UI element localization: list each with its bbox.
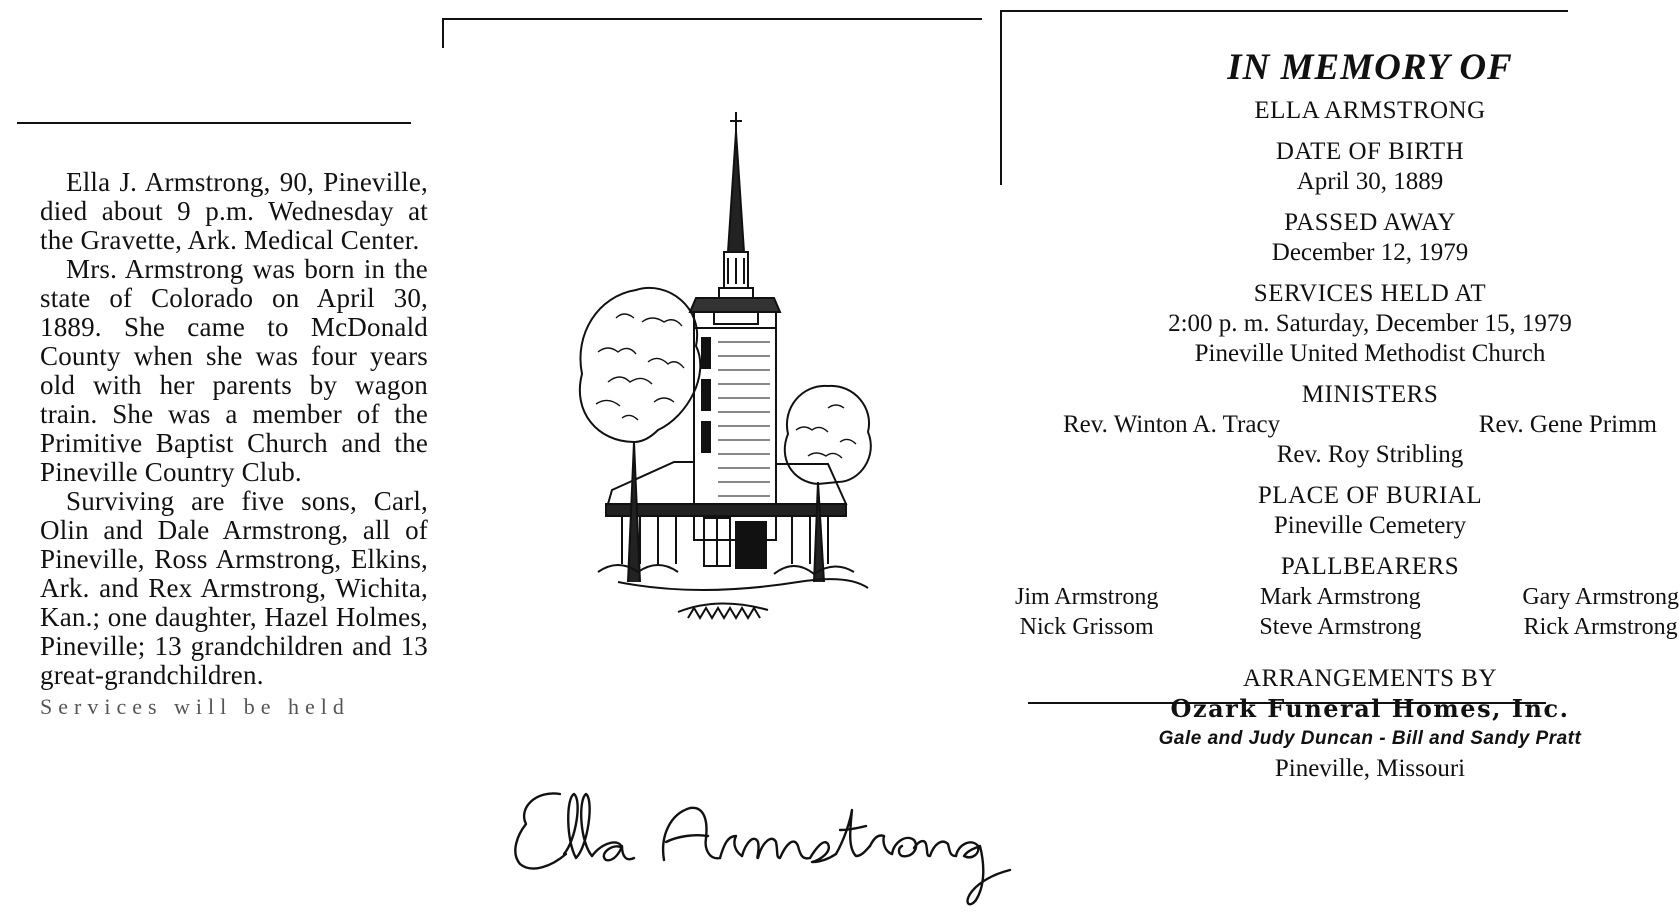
card-top-edge — [442, 18, 982, 20]
handwritten-signature — [510, 790, 1030, 910]
minister-name: Rev. Gene Primm — [1478, 411, 1657, 438]
funeral-home-owners: Gale and Judy Duncan - Bill and Sandy Pratt — [1158, 728, 1582, 749]
pallbearer-name: Gary Armstrong — [1522, 584, 1679, 610]
memorial-title: IN MEMORY OF — [1227, 47, 1513, 88]
burial-place: Pineville Cemetery — [1273, 512, 1467, 539]
memorial-card-left-edge — [1000, 10, 1002, 185]
minister-name: Rev. Roy Stribling — [1276, 441, 1464, 468]
services-time: 2:00 p. m. Saturday, December 15, 1979 — [1168, 310, 1572, 337]
arrangements-heading: ARRANGEMENTS BY — [1242, 665, 1498, 692]
memorial-card — [1015, 40, 1679, 784]
death-date: December 12, 1979 — [1271, 239, 1469, 266]
pallbearer-name: Mark Armstrong — [1260, 584, 1421, 610]
birth-heading: DATE OF BIRTH — [1275, 138, 1465, 165]
arrangements-section — [1075, 664, 1665, 784]
ministers-row — [1063, 410, 1665, 440]
burial-heading: PLACE OF BURIAL — [1257, 482, 1483, 509]
funeral-home-location: Pineville, Missouri — [1274, 755, 1466, 782]
services-place: Pineville United Methodist Church — [1194, 340, 1546, 367]
death-heading: PASSED AWAY — [1284, 209, 1456, 236]
deceased-name: ELLA ARMSTRONG — [1254, 97, 1486, 124]
obituary-paragraph: Ella J. Armstrong, 90, Pineville, died about 9 p.m. Wednesday at the Gravette, Ark. Medical Center. — [40, 167, 428, 255]
death-section — [1075, 208, 1665, 268]
church-steeple-with-trees-icon — [578, 112, 918, 672]
pallbearer-name: Steve Armstrong — [1259, 614, 1422, 640]
pallbearers-list — [1015, 582, 1679, 642]
obituary-paragraph: Mrs. Armstrong was born in the state of Colorado on April 30, 1889. She came to McDonald County when she was four years old with her parents by wagon train. She was a member of the Primitive Baptist Church and the Pineville Country Club. — [40, 254, 428, 487]
card-left-edge — [442, 18, 444, 48]
pallbearer-name: Jim Armstrong — [1015, 584, 1159, 610]
ministers-heading: MINISTERS — [1301, 381, 1439, 408]
services-section — [1075, 279, 1665, 369]
memorial-card-top-edge — [1000, 10, 1568, 12]
minister-name: Rev. Winton A. Tracy — [1063, 411, 1281, 438]
pallbearers-heading: PALLBEARERS — [1280, 553, 1460, 580]
services-heading: SERVICES HELD AT — [1253, 280, 1487, 307]
birth-section — [1075, 137, 1665, 197]
pallbearer-name: Rick Armstrong — [1523, 614, 1678, 640]
obituary-clipping — [40, 167, 428, 719]
pallbearers-section — [1015, 552, 1679, 642]
burial-section — [1075, 481, 1665, 541]
funeral-home-name: Ozark Funeral Homes, Inc. — [1170, 694, 1570, 723]
obituary-paragraph: Surviving are five sons, Carl, Olin and Dale Armstrong, all of Pineville, Ross Armstrong, Elkins, Ark. and Rex Armstrong, Wichita, Kan.; one daughter, Hazel Holmes, Pineville; 13 grandchildren and 13 great-grandchildren. — [40, 486, 428, 690]
ministers-section — [1063, 380, 1665, 470]
pallbearer-name: Nick Grissom — [1019, 614, 1154, 640]
birth-date: April 30, 1889 — [1296, 168, 1444, 195]
obituary-top-rule — [17, 122, 411, 124]
obituary-cut-line: Services will be held — [40, 694, 350, 719]
